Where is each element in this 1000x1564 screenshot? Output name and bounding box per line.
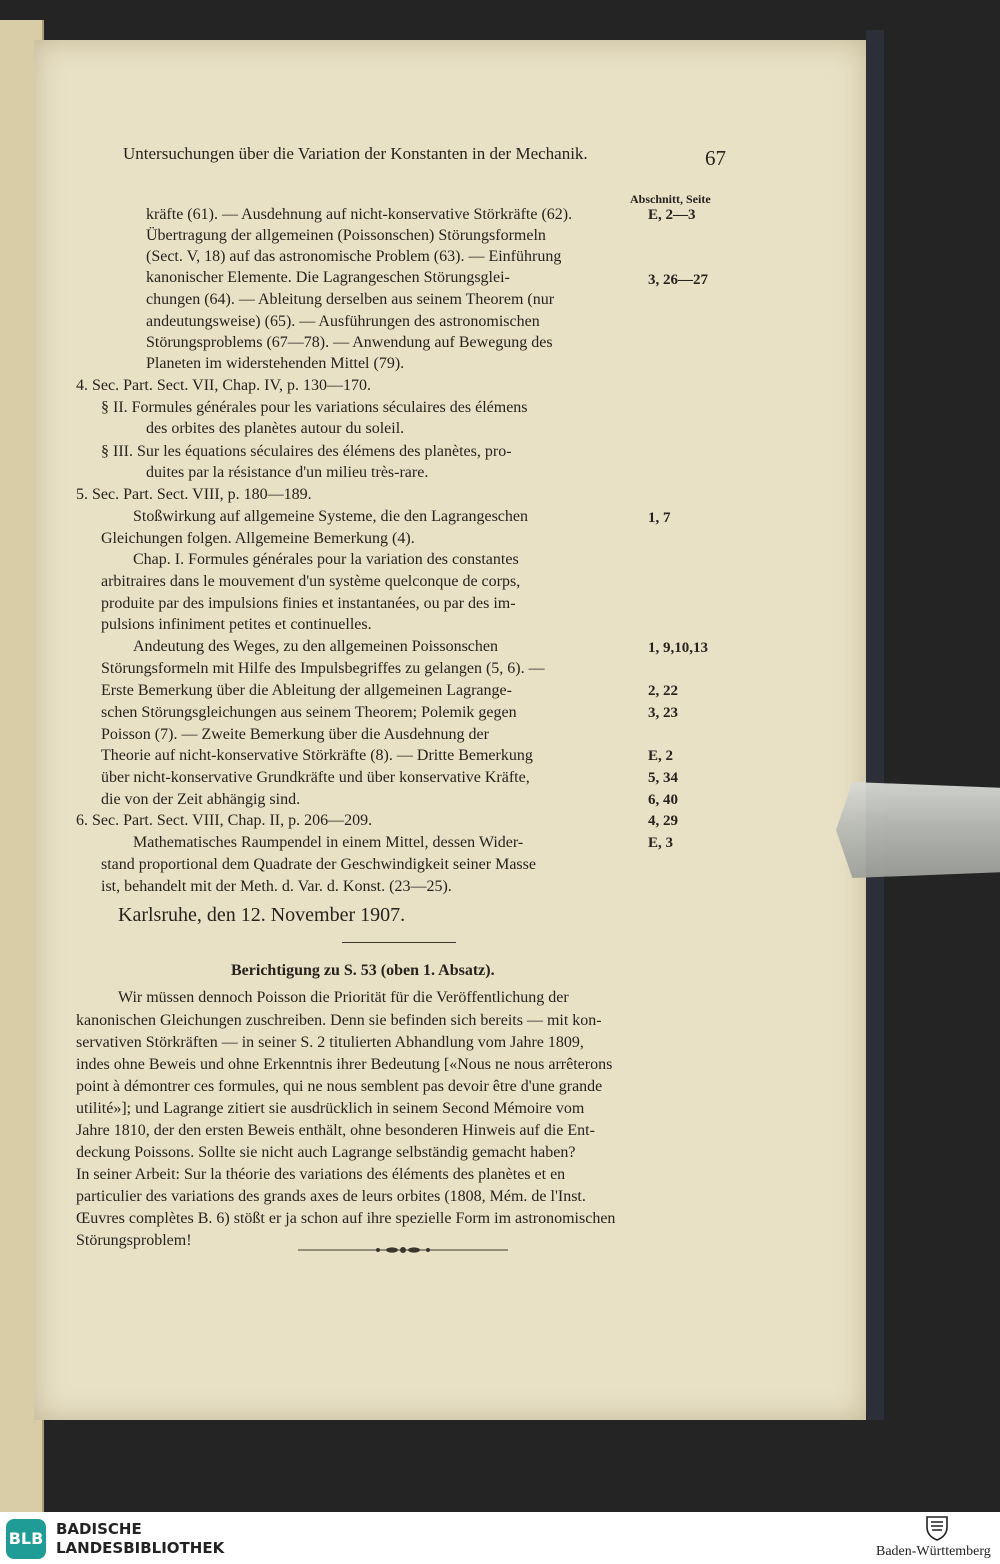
- section-ref: 4, 29: [648, 813, 678, 829]
- correction-line: Jahre 1810, der den ersten Beweis enthält, ohne besonderen Hinweis auf die Ent-: [76, 1122, 595, 1139]
- section-ref: 3, 23: [648, 705, 678, 721]
- correction-line: servativen Störkräften — in seiner S. 2 titulierten Abhandlung vom Jahre 1809,: [76, 1034, 584, 1051]
- bookmark-strip: [836, 782, 1000, 878]
- text-line: schen Störungsgleichungen aus seinem Theorem; Polemik gegen: [101, 704, 517, 721]
- column-label: Abschnitt, Seite: [630, 192, 711, 206]
- section-ref: E, 2—3: [648, 207, 696, 223]
- end-ornament: [298, 1244, 508, 1256]
- text-line: chungen (64). — Ableitung derselben aus seinem Theorem (nur: [146, 291, 555, 308]
- section-ref: E, 2: [648, 748, 674, 764]
- text-line: Stoßwirkung auf allgemeine Systeme, die den Lagrangeschen: [133, 508, 528, 525]
- section-ref: 1, 9,10,13: [648, 640, 708, 656]
- text-line: Poisson (7). — Zweite Bemerkung über die Ausdehnung der: [101, 726, 489, 743]
- text-line: 4. Sec. Part. Sect. VII, Chap. IV, p. 130—170.: [76, 377, 371, 394]
- correction-line: Störungsproblem!: [76, 1232, 192, 1249]
- coat-of-arms-icon: [924, 1514, 950, 1542]
- text-line: Übertragung der allgemeinen (Poissonschen) Störungsformeln: [146, 227, 546, 244]
- text-line: § III. Sur les équations séculaires des élémens des planètes, pro-: [101, 443, 512, 460]
- library-name-line1: BADISCHE: [56, 1520, 142, 1538]
- text-line: des orbites des planètes autour du soleil.: [146, 420, 405, 437]
- correction-line: point à démontrer ces formules, qui ne nous semblent pas devoir être d'une grande: [76, 1078, 603, 1095]
- text-line: 5. Sec. Part. Sect. VIII, p. 180—189.: [76, 486, 312, 503]
- text-line: Erste Bemerkung über die Ableitung der allgemeinen Lagrange-: [101, 682, 512, 699]
- text-line: Planeten im widerstehenden Mittel (79).: [146, 355, 405, 372]
- correction-line: indes ohne Beweis und ohne Erkenntnis ihrer Bedeutung [«Nous ne nous arrêterons: [76, 1056, 613, 1073]
- text-line: 6. Sec. Part. Sect. VIII, Chap. II, p. 206—209.: [76, 812, 373, 829]
- correction-line: deckung Poissons. Sollte sie nicht auch Lagrange selbständig gemacht haben?: [76, 1144, 576, 1161]
- text-line: (Sect. V, 18) auf das astronomische Problem (63). — Einführung: [146, 248, 562, 265]
- page-edge: [866, 30, 884, 1420]
- date-line: Karlsruhe, den 12. November 1907.: [118, 904, 406, 926]
- section-ref: 2, 22: [648, 683, 678, 699]
- text-line: andeutungsweise) (65). — Ausführungen des astronomischen: [146, 313, 540, 330]
- text-line: Störungsproblems (67—78). — Anwendung auf Bewegung des: [146, 334, 553, 351]
- text-line: Gleichungen folgen. Allgemeine Bemerkung (4).: [101, 530, 415, 547]
- text-line: Störungsformeln mit Hilfe des Impulsbegriffes zu gelangen (5, 6). —: [101, 660, 545, 677]
- text-line: produite par des impulsions finies et instantanées, ou par des im-: [101, 595, 516, 612]
- text-line: kräfte (61). — Ausdehnung auf nicht-konservative Störkräfte (62).: [146, 206, 573, 223]
- text-line: Theorie auf nicht-konservative Störkräfte (8). — Dritte Bemerkung: [101, 747, 533, 764]
- correction-line: kanonischen Gleichungen zuschreiben. Denn sie befinden sich bereits — mit kon-: [76, 1012, 602, 1029]
- correction-line: Œuvres complètes B. 6) stößt er ja schon auf ihre spezielle Form im astronomischen: [76, 1210, 616, 1227]
- text-line: Chap. I. Formules générales pour la variation des constantes: [133, 551, 519, 568]
- text-line: ist, behandelt mit der Meth. d. Var. d. Konst. (23—25).: [101, 878, 452, 895]
- text-line: § II. Formules générales pour les variations séculaires des élémens: [101, 399, 528, 416]
- correction-line: In seiner Arbeit: Sur la théorie des variations des éléments des planètes et en: [76, 1166, 566, 1183]
- section-divider: [342, 942, 456, 943]
- text-line: stand proportional dem Quadrate der Geschwindigkeit seiner Masse: [101, 856, 536, 873]
- section-ref: 5, 34: [648, 770, 678, 786]
- section-ref: 3, 26—27: [648, 272, 708, 288]
- text-line: kanonischer Elemente. Die Lagrangeschen Störungsglei-: [146, 269, 510, 286]
- text-line: Mathematisches Raumpendel in einem Mittel, dessen Wider-: [133, 834, 524, 851]
- section-ref: 6, 40: [648, 792, 678, 808]
- page-number: 67: [705, 146, 726, 170]
- text-line: über nicht-konservative Grundkräfte und über konservative Kräfte,: [101, 769, 530, 786]
- correction-line: Wir müssen dennoch Poisson die Priorität für die Veröffentlichung der: [118, 989, 569, 1006]
- text-line: arbitraires dans le mouvement d'un système quelconque de corps,: [101, 573, 521, 590]
- text-line: die von der Zeit abhängig sind.: [101, 791, 301, 808]
- running-title: Untersuchungen über die Variation der Konstanten in der Mechanik.: [123, 144, 588, 163]
- blb-logo: BLB: [6, 1519, 46, 1559]
- correction-line: utilité»]; und Lagrange zitiert sie ausdrücklich in seinem Second Mémoire vom: [76, 1100, 585, 1117]
- text-line: pulsions infiniment petites et continuelles.: [101, 616, 372, 633]
- section-ref: 1, 7: [648, 510, 671, 526]
- state-name: Baden-Württemberg: [876, 1544, 991, 1559]
- library-name-line2: LANDESBIBLIOTHEK: [56, 1539, 225, 1557]
- text-line: Andeutung des Weges, zu den allgemeinen Poissonschen: [133, 638, 499, 655]
- section-ref: E, 3: [648, 835, 674, 851]
- correction-line: particulier des variations des grands axes de leurs orbites (1808, Mém. de l'Inst.: [76, 1188, 586, 1205]
- text-line: duites par la résistance d'un milieu très-rare.: [146, 464, 429, 481]
- correction-title: Berichtigung zu S. 53 (oben 1. Absatz).: [231, 962, 495, 979]
